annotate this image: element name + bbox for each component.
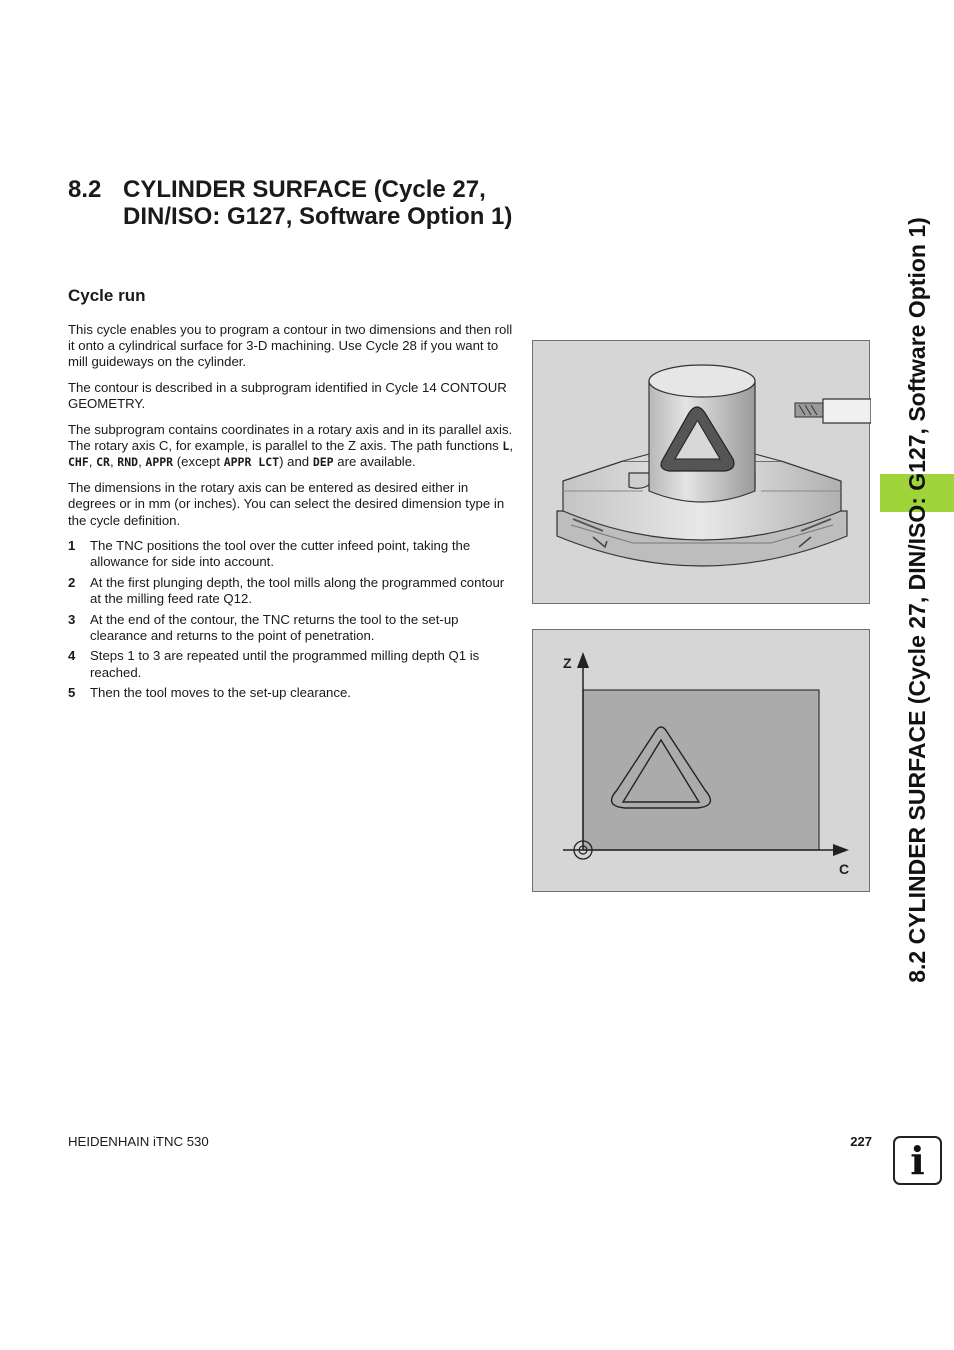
step-item (68, 538, 514, 570)
step-number: 5 (68, 685, 76, 701)
step-text: Then the tool moves to the set-up clearance. (90, 685, 351, 701)
zc-plane-diagram (533, 630, 871, 893)
paragraph-4: The dimensions in the rotary axis can be entered as desired either in degrees or in mm (or inches). You can select the desired dimension type in the cycle definition. (68, 480, 505, 528)
paragraph-2: The contour is described in a subprogram identified in Cycle 14 CONTOUR GEOMETRY. (68, 380, 507, 412)
footer-product: HEIDENHAIN iTNC 530 (68, 1134, 209, 1149)
code-cr: CR (96, 455, 110, 470)
code-appr: APPR (145, 455, 174, 470)
body-text (68, 322, 514, 706)
p3-text-a: The subprogram contains coordinates in a rotary axis and in its parallel axis. The rotary axis C, for example, is parallel to the Z axis. The path functions (68, 422, 513, 454)
c-axis-arrow (833, 844, 849, 856)
info-glyph: i (910, 1137, 925, 1183)
developed-surface-figure (532, 629, 870, 892)
sidebar-section-title: 8.2 CYLINDER SURFACE (Cycle 27, DIN/ISO: G127, Software Option 1) (904, 217, 930, 983)
paragraph-3: The subprogram contains coordinates in a rotary axis and in its parallel axis. The rotary axis C, for example, is parallel to the Z axis. The path functions L, CHF, CR, RND, APPR (except APPR LCT) and DEP are available. (68, 422, 514, 470)
step-text: At the end of the contour, the TNC returns the tool to the set-up clearance and returns to the point of penetration. (90, 611, 459, 643)
step-item (68, 612, 514, 644)
paragraph-1: This cycle enables you to program a contour in two dimensions and then roll it onto a cylindrical surface for 3-D machining. Use Cycle 28 if you want to mill guideways on the cylinder. (68, 322, 513, 370)
z-axis-label: Z (563, 655, 572, 671)
page-number: 227 (850, 1134, 872, 1149)
c-axis-label: C (839, 861, 850, 877)
developed-area (583, 690, 819, 850)
p3-text-and: ) and (279, 454, 313, 470)
p3-text-except: (except (173, 454, 224, 470)
code-dep: DEP (312, 455, 334, 470)
section-heading (68, 176, 528, 230)
code-appr-lct: APPR LCT (223, 455, 280, 470)
step-item (68, 575, 514, 607)
code-chf: CHF (68, 455, 89, 470)
step-number: 1 (68, 538, 76, 554)
cylinder-rotary-table-figure (532, 340, 870, 604)
step-text: Steps 1 to 3 are repeated until the programmed milling depth Q1 is reached. (90, 648, 480, 680)
p3-text-end: are available. (333, 454, 416, 470)
code-rnd: RND (117, 455, 139, 470)
section-number: 8.2 (68, 176, 102, 203)
step-item (68, 648, 514, 680)
cylinder-illustration (533, 341, 871, 605)
section-title: CYLINDER SURFACE (Cycle 27, DIN/ISO: G127, Software Option 1) (123, 176, 513, 230)
code-l: L (502, 439, 510, 454)
step-number: 4 (68, 648, 76, 664)
info-icon (893, 1136, 942, 1185)
step-text: At the first plunging depth, the tool mills along the programmed contour at the milling feed rate Q12. (90, 574, 505, 607)
z-axis-arrow (577, 652, 589, 668)
subsection-title: Cycle run (68, 286, 146, 305)
step-number: 2 (68, 574, 76, 590)
step-list (68, 538, 514, 701)
step-number: 3 (68, 611, 76, 627)
step-item (68, 685, 514, 701)
step-text: The TNC positions the tool over the cutter infeed point, taking the allowance for side into account. (90, 538, 471, 570)
